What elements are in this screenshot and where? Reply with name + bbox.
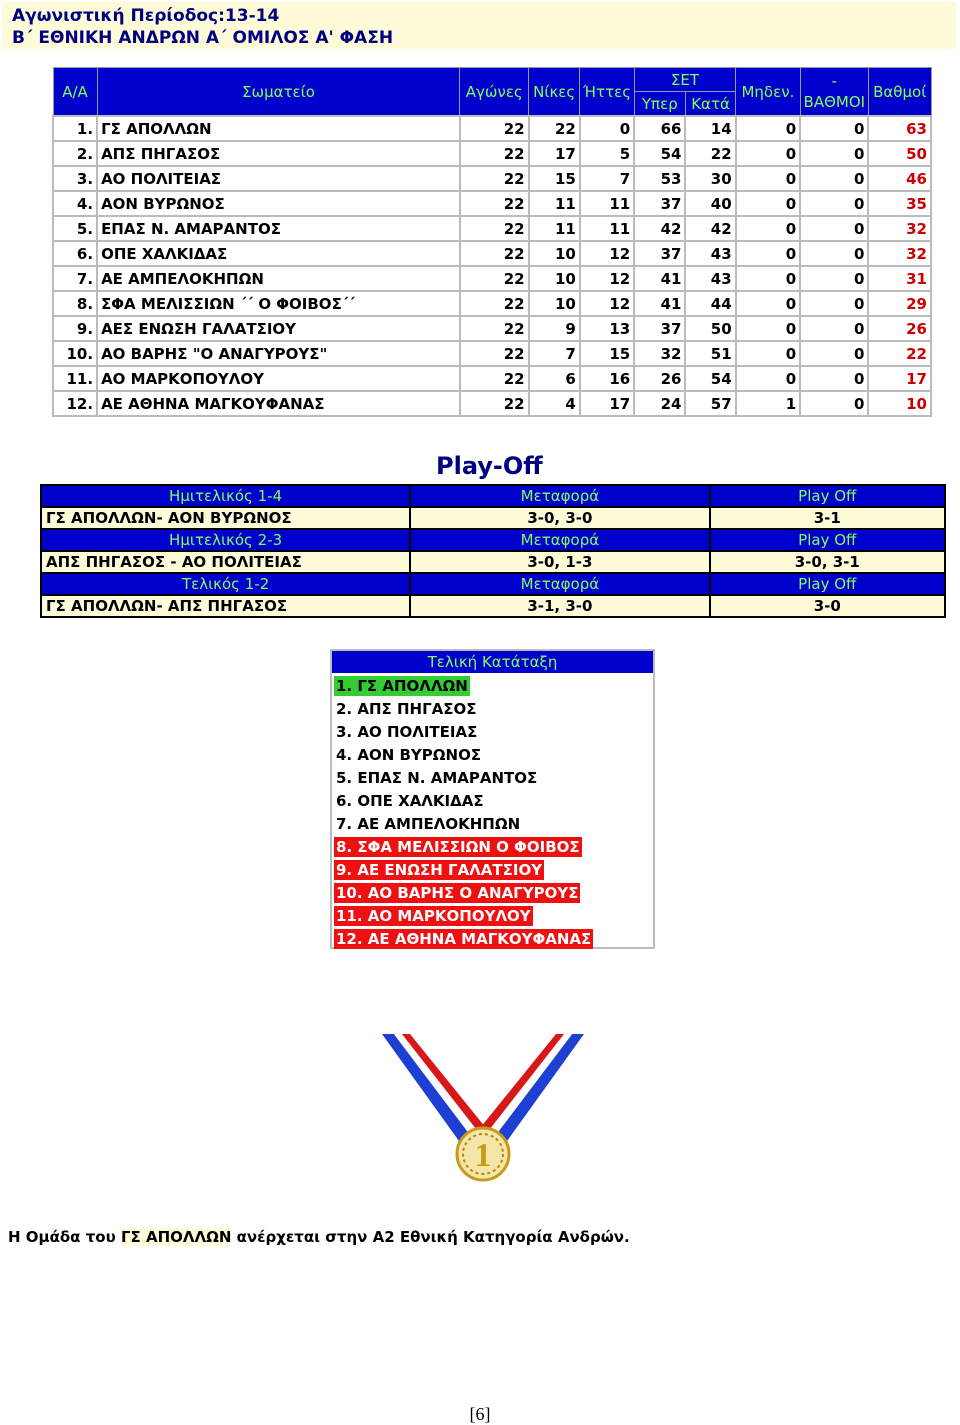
cell-minus: 0 (800, 141, 868, 166)
cell-pos: 4. (53, 191, 97, 216)
cell-zero: 0 (736, 366, 801, 391)
cell-points: 32 (868, 216, 931, 241)
cell-sa: 43 (685, 266, 735, 291)
cell-team: ΟΠΕ ΧΑΛΚΙΔΑΣ (97, 241, 460, 266)
cell-wins: 17 (529, 141, 580, 166)
playoff-match-row (41, 551, 945, 573)
note-team: ΓΣ ΑΠΟΛΛΩΝ (120, 1228, 232, 1246)
table-row (53, 316, 931, 341)
cell-sf: 42 (634, 216, 685, 241)
cell-wins: 11 (529, 216, 580, 241)
cell-games: 22 (460, 391, 529, 416)
cell-wins: 6 (529, 366, 580, 391)
playoff-stage: Τελικός 1-2 (41, 573, 410, 595)
final-ranking-item: 11. ΑΟ ΜΑΡΚΟΠΟΥΛΟΥ (336, 907, 531, 925)
cell-pos: 7. (53, 266, 97, 291)
ribbon-left-blue (382, 1034, 474, 1148)
cell-minus: 0 (800, 341, 868, 366)
playoff-match: ΑΠΣ ΠΗΓΑΣΟΣ - ΑΟ ΠΟΛΙΤΕΙΑΣ (41, 551, 410, 573)
cell-sf: 54 (634, 141, 685, 166)
page-header (2, 2, 956, 49)
cell-losses: 12 (580, 266, 634, 291)
cell-losses: 11 (580, 216, 634, 241)
cell-points: 50 (868, 141, 931, 166)
cell-sa: 51 (685, 341, 735, 366)
final-ranking-item: 6. ΟΠΕ ΧΑΛΚΙΔΑΣ (336, 792, 484, 810)
playoff-col3: Play Off (710, 529, 945, 551)
playoff-col3: Play Off (710, 573, 945, 595)
cell-sa: 30 (685, 166, 735, 191)
cell-losses: 16 (580, 366, 634, 391)
cell-team: ΑΟ ΜΑΡΚΟΠΟΥΛΟΥ (97, 366, 460, 391)
cell-wins: 7 (529, 341, 580, 366)
cell-minus: 0 (800, 116, 868, 141)
cell-sf: 37 (634, 316, 685, 341)
cell-points: 35 (868, 191, 931, 216)
cell-team: ΑΟΝ ΒΥΡΩΝΟΣ (97, 191, 460, 216)
playoff-col2: Μεταφορά (410, 485, 709, 507)
cell-wins: 4 (529, 391, 580, 416)
cell-minus: 0 (800, 216, 868, 241)
cell-zero: 0 (736, 166, 801, 191)
playoff-transfer: 3-1, 3-0 (410, 595, 709, 617)
cell-wins: 11 (529, 191, 580, 216)
cell-wins: 10 (529, 291, 580, 316)
col-minus-sign: - (831, 71, 838, 90)
cell-pos: 11. (53, 366, 97, 391)
cell-losses: 17 (580, 391, 634, 416)
playoff-result: 3-0, 3-1 (710, 551, 945, 573)
cell-games: 22 (460, 216, 529, 241)
cell-minus: 0 (800, 241, 868, 266)
playoff-title: Play-Off (436, 452, 543, 480)
cell-points: 32 (868, 241, 931, 266)
cell-zero: 0 (736, 266, 801, 291)
cell-games: 22 (460, 241, 529, 266)
final-ranking-item: 10. ΑΟ ΒΑΡΗΣ Ο ΑΝΑΓΥΡΟΥΣ (336, 884, 579, 902)
cell-games: 22 (460, 191, 529, 216)
cell-points: 26 (868, 316, 931, 341)
cell-team: ΣΦΑ ΜΕΛΙΣΣΙΩΝ ΄΄ Ο ΦΟΙΒΟΣ΄΄ (97, 291, 460, 316)
standings-body (53, 116, 931, 416)
final-ranking-box (330, 649, 655, 949)
col-minus-label: ΒΑΘΜΟΙ (803, 92, 866, 111)
final-ranking-item: 7. ΑΕ ΑΜΠΕΛΟΚΗΠΩΝ (336, 815, 521, 833)
final-ranking-item: 3. ΑΟ ΠΟΛΙΤΕΙΑΣ (336, 723, 478, 741)
col-sets: ΣΕΤ (634, 68, 735, 92)
note-prefix: Η Ομάδα του (8, 1228, 121, 1246)
cell-team: ΕΠΑΣ Ν. ΑΜΑΡΑΝΤΟΣ (97, 216, 460, 241)
cell-sf: 53 (634, 166, 685, 191)
cell-sf: 66 (634, 116, 685, 141)
cell-team: ΑΕΣ ΕΝΩΣΗ ΓΑΛΑΤΣΙΟΥ (97, 316, 460, 341)
promotion-note (8, 1228, 630, 1246)
cell-sf: 26 (634, 366, 685, 391)
col-losses: Ήττες (580, 68, 634, 117)
division-title: Β΄ ΕΘΝΙΚΗ ΑΝΔΡΩΝ Α΄ ΟΜΙΛΟΣ Α' ΦΑΣΗ (12, 28, 394, 48)
cell-sa: 44 (685, 291, 735, 316)
cell-sf: 24 (634, 391, 685, 416)
cell-points: 46 (868, 166, 931, 191)
cell-sf: 41 (634, 291, 685, 316)
playoff-col3: Play Off (710, 485, 945, 507)
cell-losses: 5 (580, 141, 634, 166)
playoff-match-row (41, 507, 945, 529)
cell-pos: 3. (53, 166, 97, 191)
table-row (53, 341, 931, 366)
cell-losses: 15 (580, 341, 634, 366)
cell-sa: 22 (685, 141, 735, 166)
ribbon-right-blue (492, 1034, 584, 1148)
season-title: Αγωνιστική Περίοδος:13-14 (12, 6, 280, 26)
final-ranking-title: Τελική Κατάταξη (332, 651, 653, 673)
cell-pos: 10. (53, 341, 97, 366)
page-number: [6] (469, 1404, 491, 1424)
table-row (53, 166, 931, 191)
cell-sa: 43 (685, 241, 735, 266)
cell-team: ΑΕ ΑΘΗΝΑ ΜΑΓΚΟΥΦΑΝΑΣ (97, 391, 460, 416)
final-ranking-item: 9. ΑΕ ΕΝΩΣΗ ΓΑΛΑΤΣΙΟΥ (336, 861, 543, 879)
cell-losses: 7 (580, 166, 634, 191)
cell-minus: 0 (800, 166, 868, 191)
cell-sf: 37 (634, 191, 685, 216)
table-row (53, 116, 931, 141)
cell-team: ΑΠΣ ΠΗΓΑΣΟΣ (97, 141, 460, 166)
cell-points: 29 (868, 291, 931, 316)
playoff-transfer: 3-0, 1-3 (410, 551, 709, 573)
table-row (53, 141, 931, 166)
final-ranking-item: 4. ΑΟΝ ΒΥΡΩΝΟΣ (336, 746, 482, 764)
cell-zero: 0 (736, 216, 801, 241)
final-ranking-item: 1. ΓΣ ΑΠΟΛΛΩΝ (336, 677, 468, 695)
playoff-match: ΓΣ ΑΠΟΛΛΩΝ- ΑΟΝ ΒΥΡΩΝΟΣ (41, 507, 410, 529)
cell-zero: 0 (736, 341, 801, 366)
medal-number: 1 (474, 1137, 492, 1174)
cell-minus: 0 (800, 291, 868, 316)
ribbon-right-white (486, 1034, 572, 1140)
cell-losses: 0 (580, 116, 634, 141)
table-row (53, 216, 931, 241)
playoff-result: 3-1 (710, 507, 945, 529)
cell-minus: 0 (800, 316, 868, 341)
cell-pos: 2. (53, 141, 97, 166)
cell-wins: 22 (529, 116, 580, 141)
cell-sa: 40 (685, 191, 735, 216)
cell-pos: 6. (53, 241, 97, 266)
standings-table (52, 67, 932, 417)
cell-sa: 42 (685, 216, 735, 241)
playoff-stage: Ημιτελικός 2-3 (41, 529, 410, 551)
table-row (53, 266, 931, 291)
cell-pos: 8. (53, 291, 97, 316)
cell-sf: 32 (634, 341, 685, 366)
table-row (53, 291, 931, 316)
cell-team: ΑΟ ΒΑΡΗΣ "Ο ΑΝΑΓΥΡΟΥΣ" (97, 341, 460, 366)
playoff-header-row (41, 573, 945, 595)
playoff-transfer: 3-0, 3-0 (410, 507, 709, 529)
playoff-col2: Μεταφορά (410, 529, 709, 551)
playoff-match-row (41, 595, 945, 617)
cell-wins: 15 (529, 166, 580, 191)
playoff-col2: Μεταφορά (410, 573, 709, 595)
cell-minus: 0 (800, 191, 868, 216)
cell-points: 17 (868, 366, 931, 391)
cell-games: 22 (460, 266, 529, 291)
playoff-match: ΓΣ ΑΠΟΛΛΩΝ- ΑΠΣ ΠΗΓΑΣΟΣ (41, 595, 410, 617)
table-row (53, 391, 931, 416)
cell-zero: 0 (736, 291, 801, 316)
cell-pos: 5. (53, 216, 97, 241)
cell-zero: 0 (736, 191, 801, 216)
cell-games: 22 (460, 316, 529, 341)
note-suffix: ανέρχεται στην Α2 Εθνική Κατηγορία Ανδρών. (231, 1228, 630, 1246)
col-minus (800, 68, 868, 117)
cell-losses: 13 (580, 316, 634, 341)
cell-sa: 54 (685, 366, 735, 391)
playoff-table (40, 484, 946, 618)
cell-sf: 41 (634, 266, 685, 291)
cell-losses: 12 (580, 241, 634, 266)
playoff-result: 3-0 (710, 595, 945, 617)
cell-sa: 57 (685, 391, 735, 416)
table-row (53, 366, 931, 391)
cell-minus: 0 (800, 391, 868, 416)
cell-games: 22 (460, 341, 529, 366)
cell-losses: 11 (580, 191, 634, 216)
cell-team: ΓΣ ΑΠΟΛΛΩΝ (97, 116, 460, 141)
cell-zero: 1 (736, 391, 801, 416)
cell-games: 22 (460, 166, 529, 191)
table-row (53, 241, 931, 266)
cell-zero: 0 (736, 316, 801, 341)
cell-losses: 12 (580, 291, 634, 316)
cell-sa: 14 (685, 116, 735, 141)
playoff-header-row (41, 529, 945, 551)
cell-games: 22 (460, 141, 529, 166)
cell-wins: 10 (529, 266, 580, 291)
final-ranking-item: 2. ΑΠΣ ΠΗΓΑΣΟΣ (336, 700, 477, 718)
col-pos: Α/Α (53, 68, 97, 117)
cell-sf: 37 (634, 241, 685, 266)
table-row (53, 191, 931, 216)
col-sets-for: Υπερ (634, 92, 685, 117)
cell-minus: 0 (800, 366, 868, 391)
cell-games: 22 (460, 116, 529, 141)
ribbon-left-white (394, 1034, 480, 1140)
playoff-stage: Ημιτελικός 1-4 (41, 485, 410, 507)
final-ranking-item: 5. ΕΠΑΣ Ν. ΑΜΑΡΑΝΤΟΣ (336, 769, 538, 787)
cell-sa: 50 (685, 316, 735, 341)
cell-games: 22 (460, 291, 529, 316)
cell-team: ΑΟ ΠΟΛΙΤΕΙΑΣ (97, 166, 460, 191)
col-zero: Μηδεν. (736, 68, 801, 117)
col-games: Αγώνες (460, 68, 529, 117)
cell-zero: 0 (736, 116, 801, 141)
cell-zero: 0 (736, 141, 801, 166)
col-points: Βαθμοί (868, 68, 931, 117)
cell-points: 63 (868, 116, 931, 141)
col-wins: Νίκες (529, 68, 580, 117)
cell-minus: 0 (800, 266, 868, 291)
col-team: Σωματείο (97, 68, 460, 117)
cell-games: 22 (460, 366, 529, 391)
playoff-body (41, 485, 945, 617)
cell-team: ΑΕ ΑΜΠΕΛΟΚΗΠΩΝ (97, 266, 460, 291)
cell-zero: 0 (736, 241, 801, 266)
cell-pos: 9. (53, 316, 97, 341)
cell-pos: 12. (53, 391, 97, 416)
cell-wins: 9 (529, 316, 580, 341)
final-ranking-item: 8. ΣΦΑ ΜΕΛΙΣΣΙΩΝ Ο ΦΟΙΒΟΣ (336, 838, 580, 856)
cell-points: 31 (868, 266, 931, 291)
medal-icon (378, 1030, 588, 1190)
cell-wins: 10 (529, 241, 580, 266)
playoff-header-row (41, 485, 945, 507)
cell-points: 22 (868, 341, 931, 366)
cell-pos: 1. (53, 116, 97, 141)
final-ranking-item: 12. ΑΕ ΑΘΗΝΑ ΜΑΓΚΟΥΦΑΝΑΣ (336, 930, 592, 948)
cell-points: 10 (868, 391, 931, 416)
col-sets-against: Κατά (685, 92, 735, 117)
